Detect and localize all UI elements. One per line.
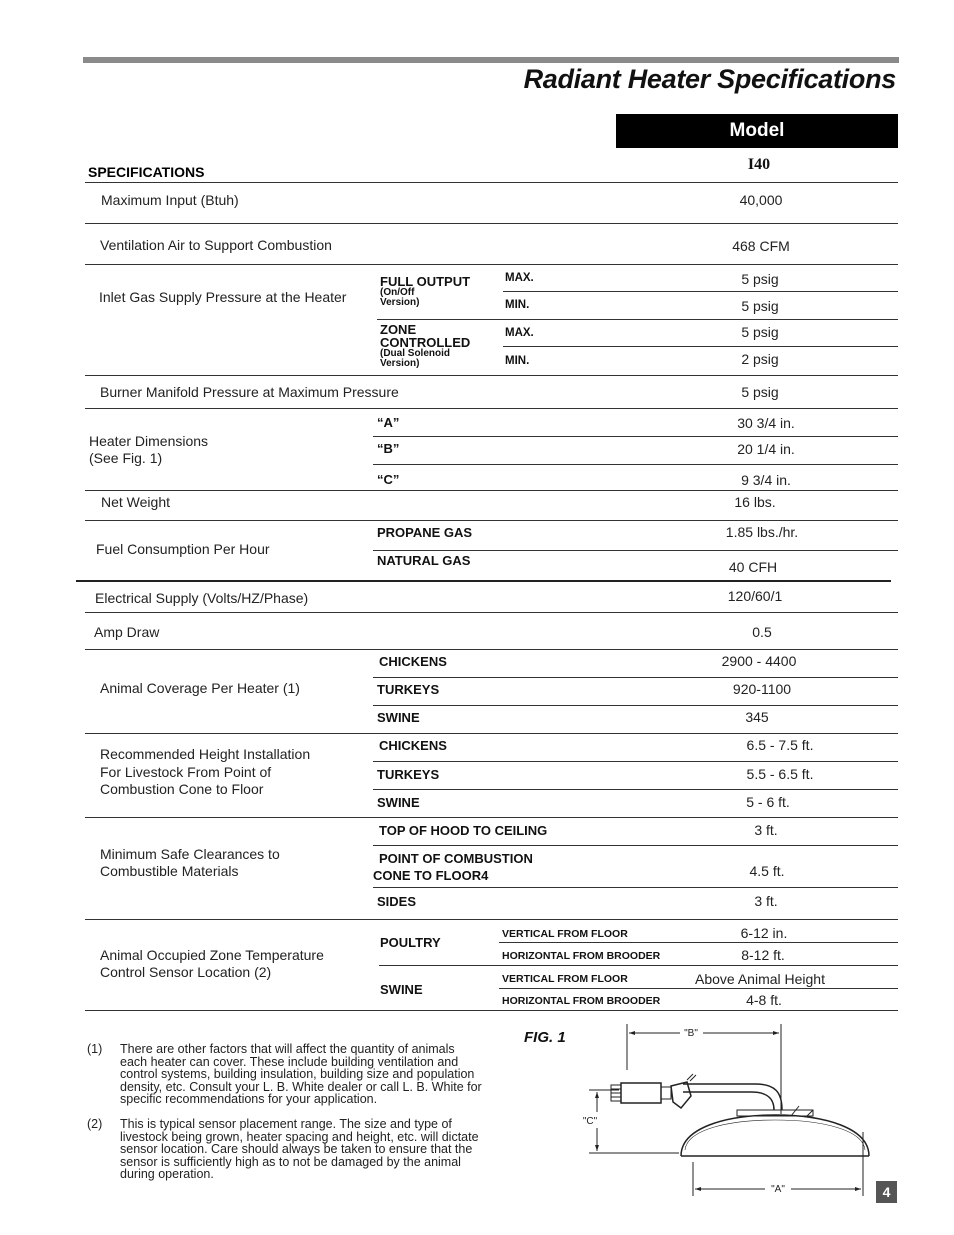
amp-draw-label: Amp Draw — [94, 624, 160, 640]
zone-note: Version) — [380, 358, 420, 369]
row-rule — [85, 408, 898, 409]
poultry-horizontal-value: 8-12 ft. — [741, 947, 785, 963]
horizontal-from-brooder-label: HORIZONTAL FROM BROODER — [502, 950, 661, 962]
row-rule — [85, 1010, 898, 1011]
row-rule — [373, 761, 898, 762]
footnote-2 — [120, 1118, 515, 1181]
dimensions-label: (See Fig. 1) — [89, 450, 163, 466]
zone-label: CONTROLLED — [380, 335, 471, 350]
turkeys-label: TURKEYS — [377, 767, 440, 782]
row-rule — [373, 550, 898, 551]
specifications-heading: SPECIFICATIONS — [88, 164, 205, 180]
model-name: I40 — [747, 156, 771, 173]
max-label: MAX. — [505, 327, 534, 339]
row-rule — [85, 733, 898, 734]
full-output-label: FULL OUTPUT — [380, 274, 471, 289]
hood-to-ceiling-value: 3 ft. — [754, 822, 778, 838]
footnote-1-mark: (1) — [87, 1042, 103, 1056]
height-label: Recommended Height Installation — [100, 746, 311, 762]
footnote-line: control systems, building insulation, building size and population — [120, 1067, 475, 1081]
natural-gas-value: 40 CFH — [728, 559, 778, 575]
burner-manifold-label: Burner Manifold Pressure at Maximum Pressure — [100, 384, 399, 400]
horizontal-from-brooder-label: HORIZONTAL FROM BROODER — [502, 995, 661, 1007]
row-rule — [85, 520, 898, 521]
turkeys-label: TURKEYS — [377, 682, 440, 697]
row-rule — [373, 677, 898, 678]
page-number: 4 — [876, 1181, 897, 1203]
hood-to-ceiling-label: TOP OF HOOD TO CEILING — [379, 823, 548, 838]
footnote-line: density, etc. Consult your L. B. White dealer or call L. B. White for — [120, 1079, 482, 1094]
chickens-label: CHICKENS — [379, 654, 447, 669]
dimension-a-callout: "A" — [771, 1184, 785, 1195]
dimension-c-label: “C” — [377, 472, 400, 487]
fuel-label: Fuel Consumption Per Hour — [96, 541, 270, 557]
inlet-gas-label: Inlet Gas Supply Pressure at the Heater — [99, 289, 347, 305]
row-rule — [377, 319, 898, 320]
sensor-label: Control Sensor Location (2) — [100, 964, 272, 980]
row-rule — [76, 580, 891, 582]
electrical-label: Electrical Supply (Volts/HZ/Phase) — [95, 590, 309, 606]
row-rule — [373, 845, 898, 846]
dimension-b-value: 20 1/4 in. — [737, 441, 795, 457]
row-rule — [85, 490, 898, 491]
electrical-value: 120/60/1 — [727, 588, 783, 604]
footnote-2-mark: (2) — [87, 1117, 103, 1131]
footnote-line: specific recommendations for your application. — [120, 1092, 378, 1106]
row-rule — [85, 375, 898, 376]
row-rule — [379, 965, 898, 966]
combustion-cone-label: CONE TO FLOOR4 — [373, 868, 489, 883]
row-rule — [85, 264, 898, 265]
turkeys-height-value: 5.5 - 6.5 ft. — [746, 766, 814, 782]
combustion-cone-value: 4.5 ft. — [749, 863, 785, 879]
footnote-line: There are other factors that will affect the quantity of animals — [120, 1042, 455, 1056]
vertical-from-floor-label: VERTICAL FROM FLOOR — [502, 928, 628, 940]
footnote-line: during operation. — [120, 1167, 214, 1181]
turkeys-coverage-value: 920-1100 — [732, 681, 792, 697]
row-rule — [503, 346, 898, 347]
row-rule — [499, 988, 898, 989]
row-rule — [85, 649, 898, 650]
combustion-cone-label: POINT OF COMBUSTION — [379, 851, 533, 866]
figure-caption: FIG. 1 — [524, 1029, 566, 1046]
footnote-line: sensor is sufficiently high as to not be damaged by the animal — [120, 1154, 461, 1169]
ventilation-value: 468 CFM — [732, 238, 790, 254]
max-label: MAX. — [505, 272, 534, 284]
dimension-a-value: 30 3/4 in. — [737, 415, 795, 431]
swine-horizontal-value: 4-8 ft. — [746, 992, 782, 1008]
net-weight-label: Net Weight — [101, 494, 170, 510]
ventilation-label: Ventilation Air to Support Combustion — [100, 237, 332, 253]
poultry-vertical-value: 6-12 in. — [740, 925, 788, 941]
dimension-c-callout: "C" — [582, 1116, 598, 1127]
row-rule — [499, 942, 898, 943]
zone-max-value: 5 psig — [741, 324, 779, 340]
row-rule — [373, 705, 898, 706]
burner-manifold-value: 5 psig — [741, 384, 779, 400]
sides-value: 3 ft. — [754, 893, 778, 909]
swine-coverage-value: 345 — [745, 709, 769, 725]
full-max-value: 5 psig — [741, 271, 779, 287]
zone-label: ZONE — [380, 322, 417, 337]
dimensions-label: Heater Dimensions — [89, 433, 209, 449]
dimension-b-callout: "B" — [684, 1028, 698, 1039]
swine-label: SWINE — [377, 710, 420, 725]
row-rule — [503, 291, 898, 292]
row-rule — [373, 789, 898, 790]
vertical-from-floor-label: VERTICAL FROM FLOOR — [502, 973, 628, 985]
max-input-value: 40,000 — [739, 192, 783, 208]
dimension-b-label: “B” — [377, 441, 400, 456]
max-input-label: Maximum Input (Btuh) — [101, 192, 239, 208]
dimension-c-value: 9 3/4 in. — [741, 472, 791, 488]
swine-vertical-value: Above Animal Height — [695, 971, 825, 987]
heater-diagram — [575, 1020, 875, 1200]
footnote-1 — [120, 1043, 515, 1106]
amp-draw-value: 0.5 — [752, 624, 772, 640]
zone-note: (Dual Solenoid — [380, 348, 450, 359]
clearances-label: Minimum Safe Clearances to — [100, 846, 280, 862]
full-output-note: (On/Off — [380, 287, 415, 298]
row-rule — [85, 919, 898, 920]
row-rule — [373, 436, 898, 437]
poultry-label: POULTRY — [380, 935, 441, 950]
row-rule — [85, 182, 898, 183]
propane-label: PROPANE GAS — [377, 525, 473, 540]
row-rule — [373, 464, 898, 465]
dimension-a-label: “A” — [377, 415, 400, 430]
footnote-line: livestock being grown, heater spacing and height, etc. will dictate — [120, 1129, 479, 1144]
sides-label: SIDES — [377, 894, 417, 909]
net-weight-value: 16 lbs. — [734, 494, 776, 510]
chickens-label: CHICKENS — [379, 738, 447, 753]
sensor-label: Animal Occupied Zone Temperature — [100, 947, 324, 963]
full-output-note: Version) — [380, 297, 420, 308]
top-rule — [83, 57, 899, 63]
swine-label: SWINE — [377, 795, 420, 810]
footnote-line: each heater can cover. These include building ventilation and — [120, 1054, 459, 1069]
row-rule — [85, 612, 898, 613]
coverage-label: Animal Coverage Per Heater (1) — [100, 680, 300, 696]
swine-label: SWINE — [380, 982, 423, 997]
row-rule — [85, 817, 898, 818]
chickens-height-value: 6.5 - 7.5 ft. — [746, 737, 814, 753]
min-label: MIN. — [505, 299, 530, 311]
row-rule — [85, 223, 898, 224]
full-min-value: 5 psig — [741, 298, 779, 314]
model-heading: Model — [616, 114, 898, 148]
footnote-line: This is typical sensor placement range. The size and type of — [120, 1117, 452, 1131]
clearances-label: Combustible Materials — [100, 863, 239, 879]
height-label: Combustion Cone to Floor — [100, 781, 264, 797]
footnote-line: sensor location. Care should always be taken to ensure that the — [120, 1142, 473, 1156]
page-title: Radiant Heater Specifications — [523, 64, 896, 94]
chickens-coverage-value: 2900 - 4400 — [721, 653, 797, 669]
zone-min-value: 2 psig — [741, 351, 779, 367]
natural-gas-label: NATURAL GAS — [377, 553, 471, 568]
row-rule — [373, 887, 898, 888]
height-label: For Livestock From Point of — [100, 764, 272, 780]
min-label: MIN. — [505, 355, 530, 367]
swine-height-value: 5 - 6 ft. — [746, 794, 790, 810]
propane-value: 1.85 lbs./hr. — [725, 524, 799, 540]
